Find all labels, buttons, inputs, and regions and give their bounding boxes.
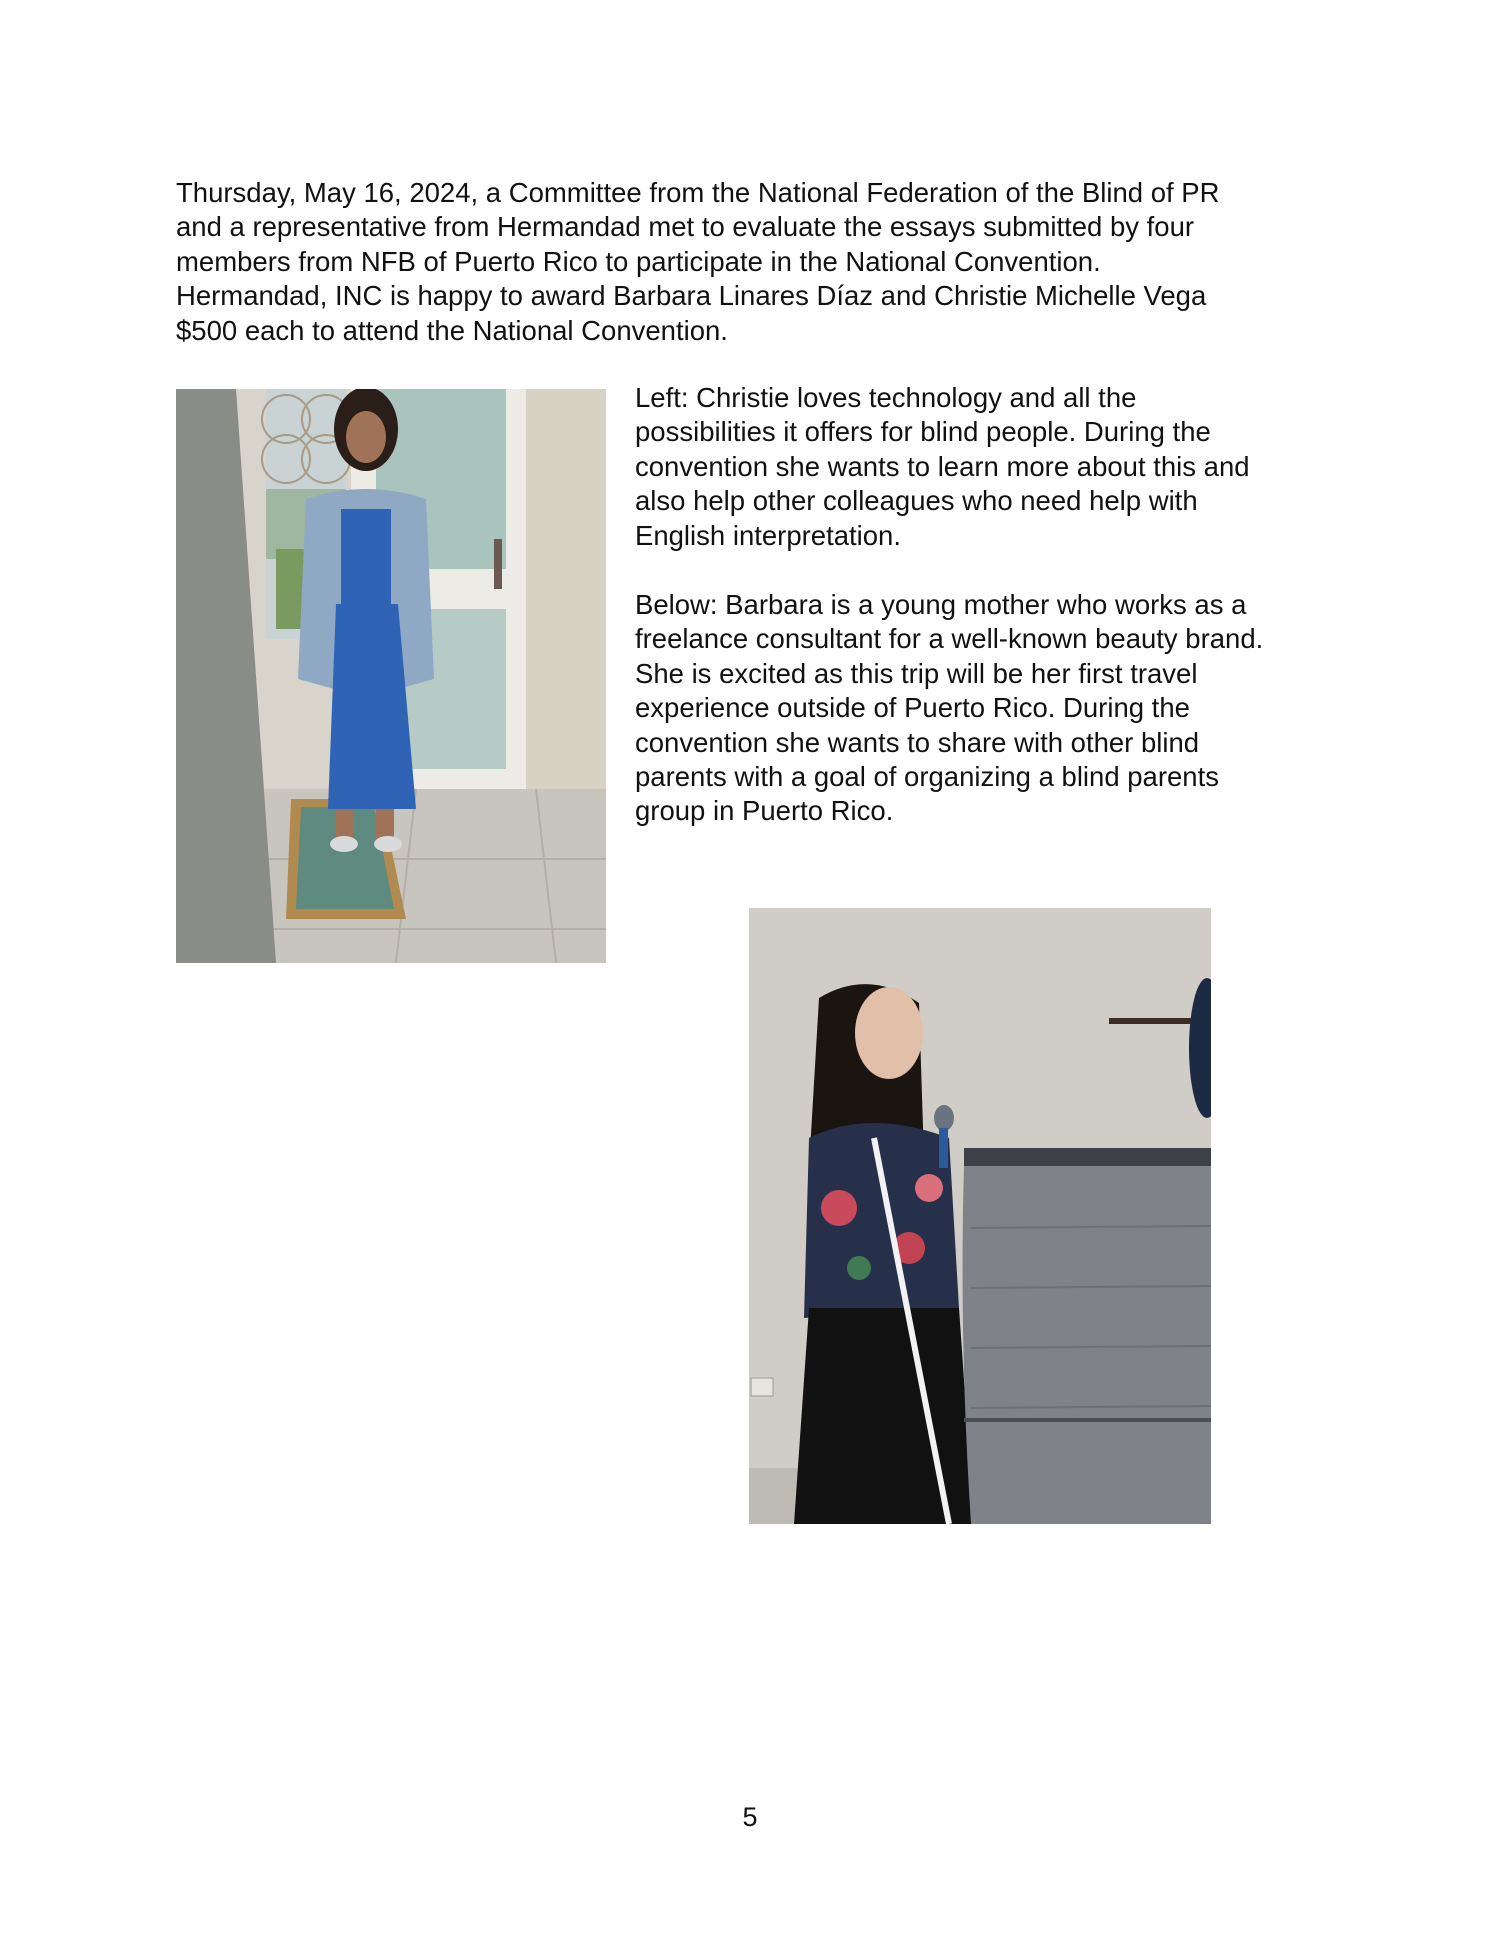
- caption-line: She is excited as this trip will be her first travel: [635, 657, 1198, 689]
- caption-line: group in Puerto Rico.: [635, 795, 894, 827]
- christie-photo: [176, 389, 606, 963]
- caption-line: convention she wants to share with other blind: [635, 726, 1200, 758]
- intro-line: Thursday, May 16, 2024, a Committee from the National Federation of the Blind of PR: [176, 177, 1220, 208]
- intro-paragraph: [176, 176, 1346, 348]
- caption-line: English interpretation.: [635, 519, 901, 551]
- caption-line: freelance consultant for a well-known beauty brand.: [635, 623, 1264, 655]
- intro-line: Hermandad, INC is happy to award Barbara Linares Díaz and Christie Michelle Vega: [176, 280, 1207, 312]
- caption-line: also help other colleagues who need help with: [635, 485, 1198, 517]
- caption-line: convention she wants to learn more about this and: [635, 450, 1250, 482]
- caption-line: parents with a goal of organizing a blind parents: [635, 761, 1219, 793]
- caption-line: possibilities it offers for blind people. During the: [635, 416, 1211, 448]
- caption-barbara: [635, 588, 1335, 829]
- intro-line: and a representative from Hermandad met to evaluate the essays submitted by four: [176, 211, 1195, 243]
- caption-christie: [635, 381, 1335, 553]
- caption-line: experience outside of Puerto Rico. During the: [635, 692, 1190, 724]
- intro-line: members from NFB of Puerto Rico to participate in the National Convention.: [176, 245, 1101, 277]
- caption-line: Left: Christie loves technology and all the: [635, 382, 1137, 413]
- caption-line: Below: Barbara is a young mother who works as a: [635, 589, 1247, 620]
- barbara-photo: [749, 908, 1211, 1524]
- page-number: 5: [742, 1802, 758, 1832]
- intro-line: $500 each to attend the National Convention.: [176, 314, 728, 346]
